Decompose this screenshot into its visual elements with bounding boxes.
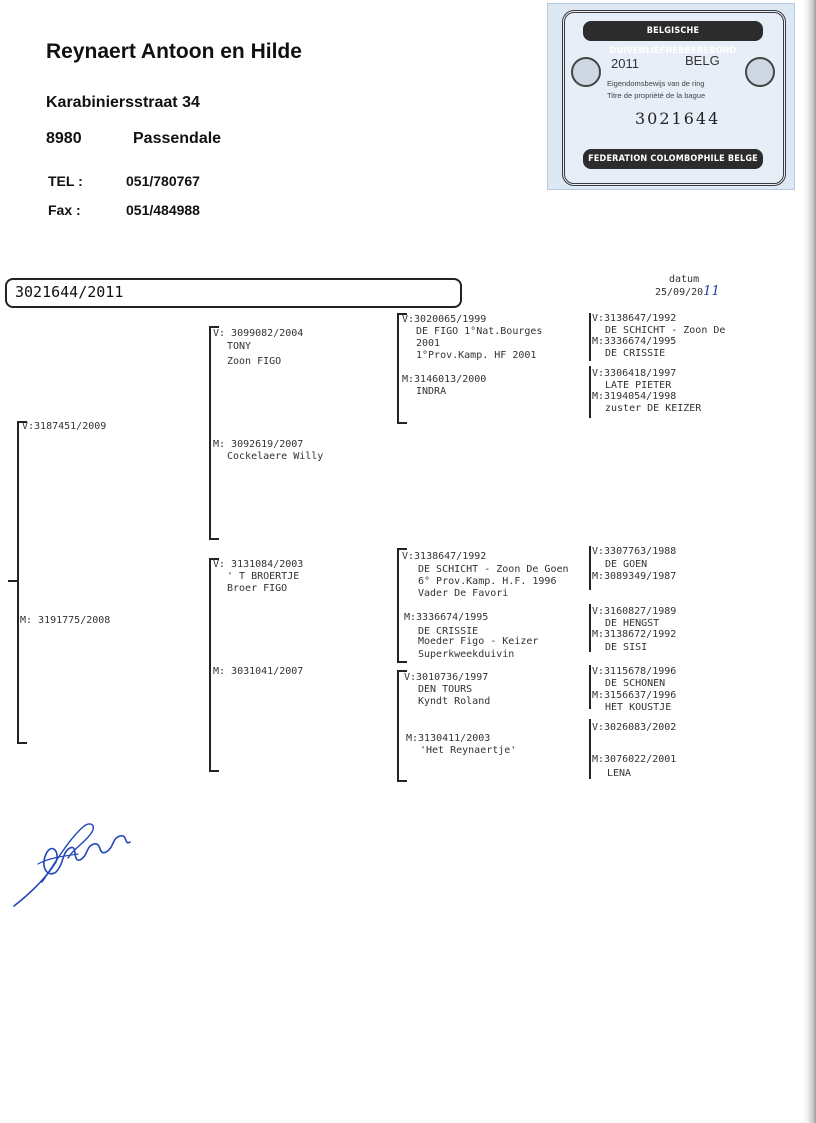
mf-name: ' T BROERTJE (227, 571, 300, 582)
owner-postcode: 8980 (46, 130, 82, 147)
g1-father-ring: V:3138647/1992 (592, 313, 677, 324)
g1-mother-ring: M:3336674/1995 (592, 336, 677, 347)
mf-note: Broer FIGO (227, 583, 288, 594)
mff-name: DE SCHICHT - Zoon De Goen (418, 564, 569, 575)
mmf-breeder: Kyndt Roland (418, 696, 491, 707)
ff-name: TONY (227, 341, 252, 352)
fff-name: DE FIGO 1°Nat.Bourges (416, 326, 543, 337)
tree-ff-bracket (397, 313, 407, 424)
stamp-line2: Titre de propriété de la bague (607, 91, 706, 100)
tree-g5-line (589, 665, 591, 709)
g1-father-name: DE SCHICHT - Zoon De (605, 325, 726, 336)
g4-father-ring: V:3160827/1989 (592, 606, 677, 617)
g5-mother-name: HET KOUSTJE (605, 702, 672, 713)
mother-ring: M: 3191775/2008 (20, 615, 111, 626)
fff-year: 2001 (416, 338, 441, 349)
mfm-title: Superkweekduivin (418, 649, 515, 660)
fm-ring: M: 3092619/2007 (213, 439, 304, 450)
stamp-ring-number: 3021644 (635, 109, 721, 128)
mfm-name: DE CRISSIE (418, 626, 479, 637)
tree-mf-bracket (397, 548, 407, 663)
mff-note: Vader De Favori (418, 588, 509, 599)
mm-ring: M: 3031041/2007 (213, 666, 304, 677)
g5-mother-ring: M:3156637/1996 (592, 690, 677, 701)
tel-value: 051/780767 (126, 173, 200, 189)
g2-father-ring: V:3306418/1997 (592, 368, 677, 379)
mfm-ring: M:3336674/1995 (404, 612, 489, 623)
date-label: datum (669, 274, 700, 285)
tel-label: TEL : (48, 173, 83, 189)
father-ring: V:3187451/2009 (22, 421, 107, 432)
stamp-year: 2011 (611, 56, 639, 71)
g4-father-name: DE HENGST (605, 618, 660, 629)
tree-g1-line (589, 313, 591, 361)
tree-g4-line (589, 604, 591, 652)
g4-mother-ring: M:3138672/1992 (592, 629, 677, 640)
stamp-frame (562, 10, 786, 186)
stamp-top-banner: BELGISCHE DUIVENLIEFHEBBERSBOND (583, 21, 763, 41)
tree-g6-line (589, 719, 591, 779)
owner-street: Karabiniersstraat 34 (46, 94, 200, 111)
signature-scribble (12, 812, 132, 910)
g3-father-ring: V:3307763/1988 (592, 546, 677, 557)
g2-father-name: LATE PIETER (605, 380, 672, 391)
stamp-bottom-banner: FEDERATION COLOMBOPHILE BELGE (583, 149, 763, 169)
g6-mother-name: LENA (607, 768, 632, 779)
mff-result: 6° Prov.Kamp. H.F. 1996 (418, 576, 557, 587)
stamp-country: BELG (685, 53, 720, 68)
g3-mother-ring: M:3089349/1987 (592, 571, 677, 582)
owner-city: Passendale (133, 130, 222, 147)
tree-mother-bracket (209, 558, 219, 772)
g5-father-ring: V:3115678/1996 (592, 666, 677, 677)
mff-ring: V:3138647/1992 (402, 551, 487, 562)
g1-mother-name: DE CRISSIE (605, 348, 666, 359)
date-printed: 25/09/20 (655, 287, 704, 298)
stamp-emblem-left (571, 57, 601, 87)
tree-parents-bracket (17, 421, 27, 744)
mmm-name: 'Het Reynaertje' (420, 745, 517, 756)
ring-ownership-stamp (547, 3, 795, 190)
mmm-ring: M:3130411/2003 (406, 733, 491, 744)
g6-mother-ring: M:3076022/2001 (592, 754, 677, 765)
stamp-line1: Eigendomsbewijs van de ring (607, 79, 705, 88)
ffm-name: INDRA (416, 386, 447, 397)
fax-label: Fax : (48, 202, 81, 218)
ffm-ring: M:3146013/2000 (402, 374, 487, 385)
fff-result: 1°Prov.Kamp. HF 2001 (416, 350, 537, 361)
fff-ring: V:3020065/1999 (402, 314, 487, 325)
mmf-name: DEN TOURS (418, 684, 473, 695)
scan-edge-shadow (802, 0, 816, 1123)
tree-father-bracket (209, 326, 219, 540)
pigeon-ring-number: 3021644/2011 (15, 283, 124, 301)
g6-father-ring: V:3026083/2002 (592, 722, 677, 733)
g2-mother-name: zuster DE KEIZER (605, 403, 702, 414)
g3-father-name: DE GOEN (605, 559, 648, 570)
stamp-emblem-right (745, 57, 775, 87)
ff-note: Zoon FIGO (227, 356, 282, 367)
tree-g3-line (589, 546, 591, 590)
mmf-ring: V:3010736/1997 (404, 672, 489, 683)
tree-mm-bracket (397, 670, 407, 782)
mfm-note: Moeder Figo - Keizer (418, 636, 539, 647)
g4-mother-name: DE SISI (605, 642, 648, 653)
date-handwritten-year: 11 (703, 284, 720, 299)
ff-ring: V: 3099082/2004 (213, 328, 304, 339)
fm-breeder: Cockelaere Willy (227, 451, 324, 462)
mf-ring: V: 3131084/2003 (213, 559, 304, 570)
g2-mother-ring: M:3194054/1998 (592, 391, 677, 402)
date-value (655, 286, 720, 299)
tree-g2-line (589, 366, 591, 418)
g5-father-name: DE SCHONEN (605, 678, 666, 689)
owner-name: Reynaert Antoon en Hilde (46, 40, 302, 63)
fax-value: 051/484988 (126, 202, 200, 218)
